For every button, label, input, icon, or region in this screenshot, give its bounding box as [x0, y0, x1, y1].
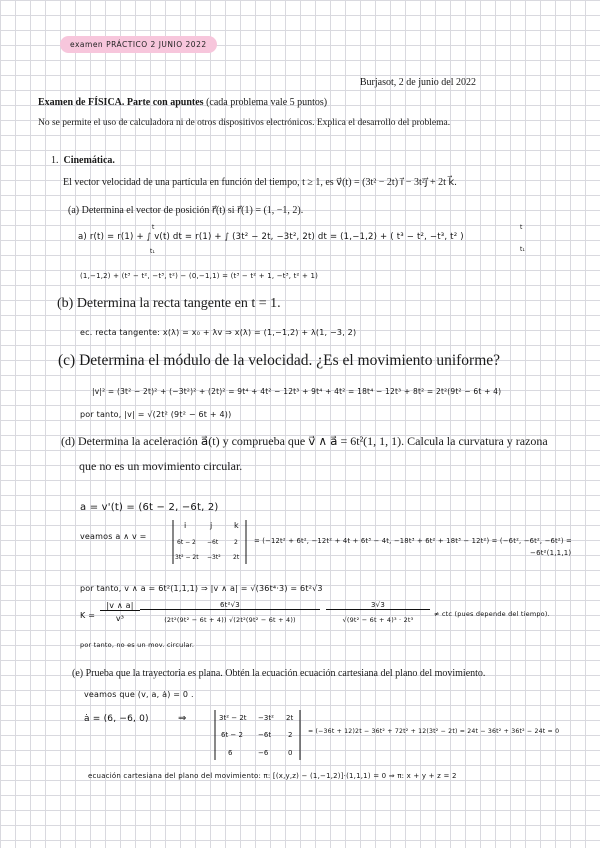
part-d-conclusion: por tanto, no es un mov. circular.: [80, 641, 195, 649]
part-d-acceleration: a = v'(t) = (6t − 2, −6t, 2): [80, 502, 219, 513]
part-a-eval-lower: t₁: [520, 246, 526, 253]
det-matrix-cell: 6t − 2: [221, 731, 243, 739]
exam-title: Examen de FÍSICA. Parte con apuntes: [38, 97, 204, 108]
part-d-cross-result: = (−12t² + 6t², −12t² + 4t + 6t³ − 4t, −18t³ + 6t² + 18t³ − 12t²) = (−6t², −6t², −6t²) =: [254, 537, 572, 545]
part-c-prompt: (c) Determina el módulo de la velocidad. ¿Es el movimiento uniforme?: [58, 352, 501, 369]
part-a-prompt: (a) Determina el vector de posición r⃗(t) si r⃗(1) = (1, −1, 2).: [68, 205, 304, 216]
part-d-prompt-line1: (d) Determina la aceleración a⃗(t) y comprueba que v⃗ ∧ a⃗ = 6t²(1, 1, 1). Calcula la curvatura y razona: [61, 434, 548, 448]
det-matrix-cell: −6t: [258, 731, 272, 739]
det-matrix-cell: 2: [288, 731, 293, 739]
cross-matrix-cell: j: [210, 521, 213, 530]
cross-matrix-cell: −3t²: [207, 554, 221, 561]
part-d-k-frac1-den: v³: [115, 614, 125, 623]
part-e-det-matrix: [212, 708, 304, 762]
part-d-k-note: ≠ ctc (pues depende del tiempo).: [434, 610, 550, 618]
det-matrix-cell: 3t² − 2t: [219, 714, 247, 722]
part-e-veamos: veamos que (v, a, ȧ) = 0 .: [84, 690, 194, 699]
part-d-k-frac3-den: √(9t² − 6t + 4)³ · 2t³: [342, 616, 414, 624]
det-matrix-cell: −6: [258, 749, 269, 757]
cross-matrix-cell: 2: [234, 539, 238, 546]
part-d-k-frac3-num: 3√3: [326, 601, 430, 610]
part-c-line2: por tanto, |v| = √(2t² (9t² − 6t + 4)): [80, 410, 232, 419]
part-d-prompt-line2: que no es un movimiento circular.: [79, 459, 243, 473]
det-matrix-cell: 6: [228, 749, 233, 757]
det-matrix-cell: −3t²: [258, 714, 274, 722]
part-b-answer: ec. recta tangente: x(λ) = x₀ + λv ⇒ x(λ) = (1,−1,2) + λ(1, −3, 2): [80, 328, 357, 337]
part-d-k-frac2-den: (2t²(9t² − 6t + 4)) √(2t²(9t² − 6t + 4)): [164, 616, 296, 624]
part-d-cross-result-2: −6t²(1,1,1): [530, 549, 572, 557]
part-a-eval-upper: t: [520, 224, 523, 231]
part-d-cross-matrix: [170, 518, 250, 566]
part-e-plane-equation: ecuación cartesiana del plano del movimiento: π: [(x,y,z) − (1,−1,2)]·(1,1,1) = 0 ⇒ π: x + y + z = 2: [88, 772, 457, 780]
part-d-k-label: K =: [80, 611, 96, 620]
part-a-integral-upper: t: [152, 224, 155, 231]
part-e-prompt: (e) Prueba que la trayectoria es plana. Obtén la ecuación ecuación cartesiana del plano del movimiento.: [72, 668, 486, 679]
problem-statement: El vector velocidad de una partícula en función del tiempo, t ≥ 1, es v⃗(t) = (3t² − 2t) ı⃗ − 3t²ȷ⃗ + 2t k⃗.: [63, 177, 457, 188]
cross-matrix-cell: 2t: [233, 554, 240, 561]
cross-matrix-cell: i: [184, 521, 187, 530]
part-a-integral-lower: t₁: [150, 248, 156, 255]
exam-date: Burjasot, 2 de junio del 2022: [359, 77, 476, 88]
exam-title-line: [38, 97, 327, 108]
cross-matrix-cell: 6t − 2: [177, 539, 196, 546]
problem-heading: [51, 155, 115, 166]
det-matrix-cell: 0: [288, 749, 293, 757]
cross-matrix-cell: k: [234, 521, 239, 530]
cross-matrix-cell: 3t² − 2t: [175, 554, 199, 561]
part-e-arrow: ⇒: [178, 713, 187, 724]
det-matrix-cell: 2t: [286, 714, 294, 722]
cross-matrix-cell: −6t: [207, 539, 219, 546]
part-b-prompt: (b) Determina la recta tangente en t = 1.: [57, 296, 281, 311]
part-a-line1: a) r(t) = r(1) + ∫ v(t) dt = r(1) + ∫ (3t² − 2t, −3t², 2t) dt = (1,−1,2) + ( t³ − t², −t³, t² ): [78, 232, 464, 242]
exam-date-tag: examen PRÁCTICO 2 JUNIO 2022: [60, 36, 217, 53]
part-d-wedge-modulus: por tanto, v ∧ a = 6t²(1,1,1) ⇒ |v ∧ a| = √(36t⁴·3) = 6t²√3: [80, 584, 323, 593]
exam-note: (cada problema vale 5 puntos): [203, 97, 328, 108]
exam-instructions: No se permite el uso de calculadora ni de otros dispositivos electrónicos. Explica el desarrollo del problema.: [38, 118, 451, 128]
part-d-check-label: veamos a ∧ v =: [80, 532, 147, 541]
part-e-adot: ȧ = (6, −6, 0): [84, 714, 149, 724]
part-a-line2: (1,−1,2) + (t³ − t², −t³, t²) − (0,−1,1) = (t³ − t² + 1, −t³, t² + 1): [80, 272, 319, 280]
problem-title: Cinemática.: [63, 155, 115, 166]
part-d-k-frac2-num: 6t²√3: [140, 601, 320, 610]
part-e-det-result: = (−36t + 12)2t − 36t² + 72t² + 12(3t² − 2t) = 24t − 36t² + 36t² − 24t = 0: [308, 728, 560, 735]
part-d-k-frac1-num: |v ∧ a|: [100, 601, 140, 611]
part-c-line1: |v|² = (3t² − 2t)² + (−3t²)² + (2t)² = 9t⁴ + 4t² − 12t³ + 9t⁴ + 4t² = 18t⁴ − 12t³ + 8t² = 2t²(9t² − 6t + 4): [92, 387, 502, 396]
problem-number: 1.: [51, 155, 59, 166]
